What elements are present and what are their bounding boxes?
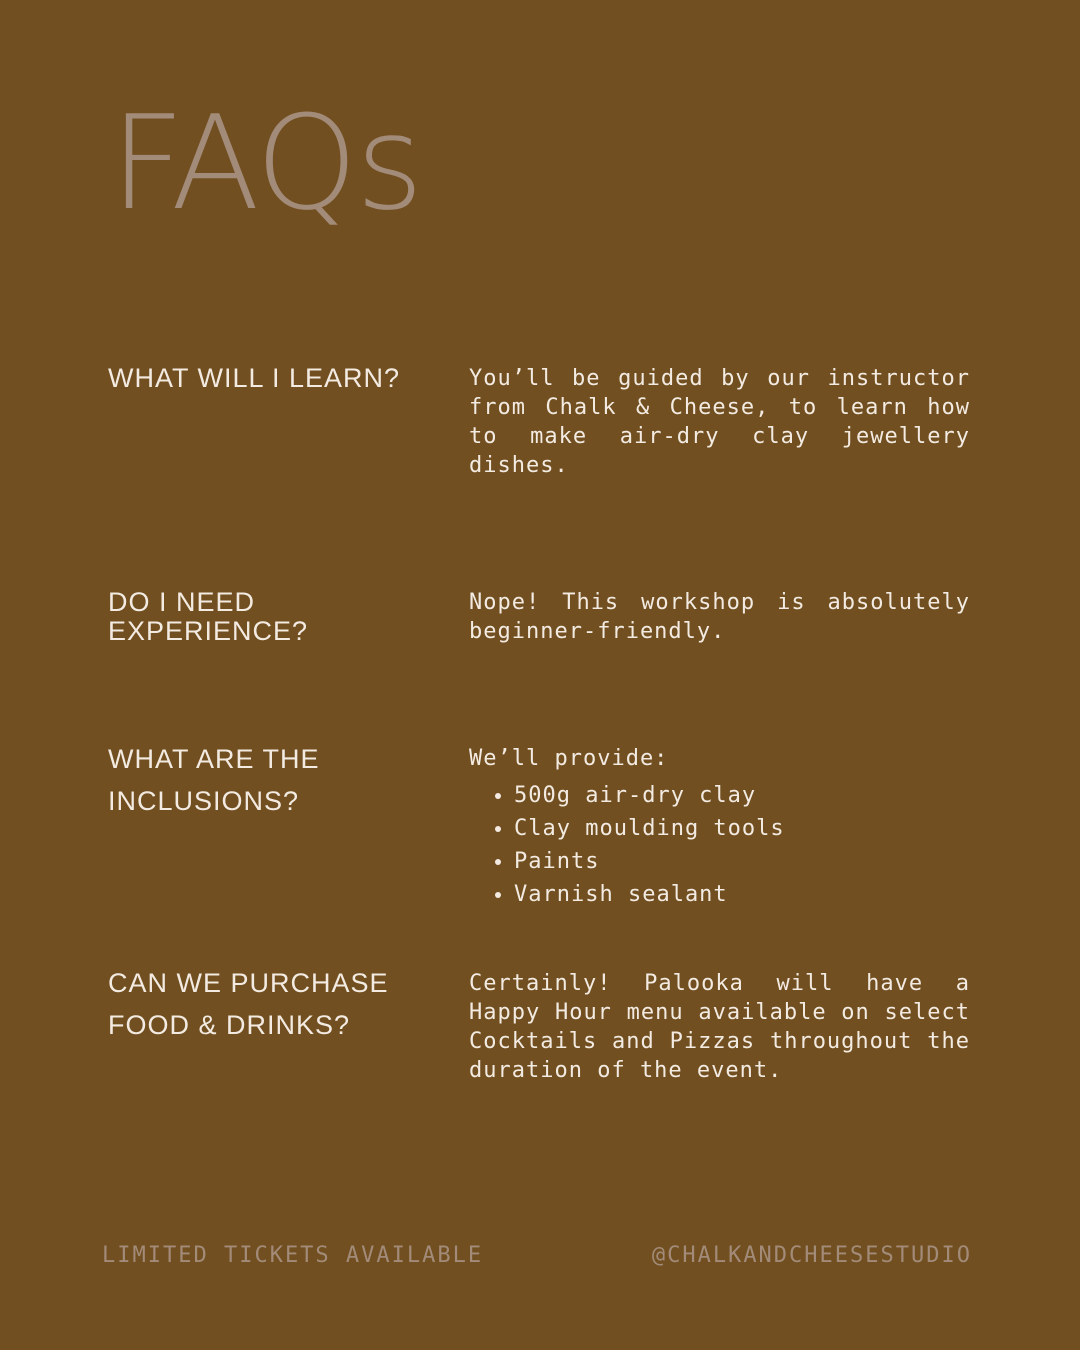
inclusion-label: Clay moulding tools [514,816,785,841]
faq-answer: Nope! This workshop is absolutely beginner-friendly. [469,590,970,644]
list-item [495,812,970,845]
faq-answer: You’ll be guided by our instructor from Chalk & Cheese, to learn how to make air-dry clay jewellery dishes. [469,366,970,478]
faq-answer: Certainly! Palooka will have a Happy Hour menu available on select Cocktails and Pizzas throughout the duration of the event. [469,971,970,1083]
faq-question: CAN WE PURCHASE FOOD & DRINKS? [108,968,389,1040]
inclusion-label: Varnish sealant [514,882,728,907]
page-title: FAQs [110,87,422,239]
bullet-icon [495,892,501,898]
inclusion-label: Paints [514,849,600,874]
inclusions-list [469,779,970,911]
faq-question: WHAT ARE THE INCLUSIONS? [108,744,320,816]
bullet-icon [495,826,501,832]
list-item [495,878,970,911]
footer-handle: @CHALKANDCHEESESTUDIO [651,1243,972,1268]
list-item [495,779,970,812]
bullet-icon [495,859,501,865]
faq-answer [469,745,970,911]
faq-question: DO I NEED EXPERIENCE? [108,587,309,646]
faq-question: WHAT WILL I LEARN? [108,363,401,393]
inclusion-label: 500g air-dry clay [514,783,757,808]
inclusions-intro: We’ll provide: [469,746,669,771]
footer-tickets-notice: LIMITED TICKETS AVAILABLE [102,1243,484,1268]
list-item [495,845,970,878]
bullet-icon [495,793,501,799]
